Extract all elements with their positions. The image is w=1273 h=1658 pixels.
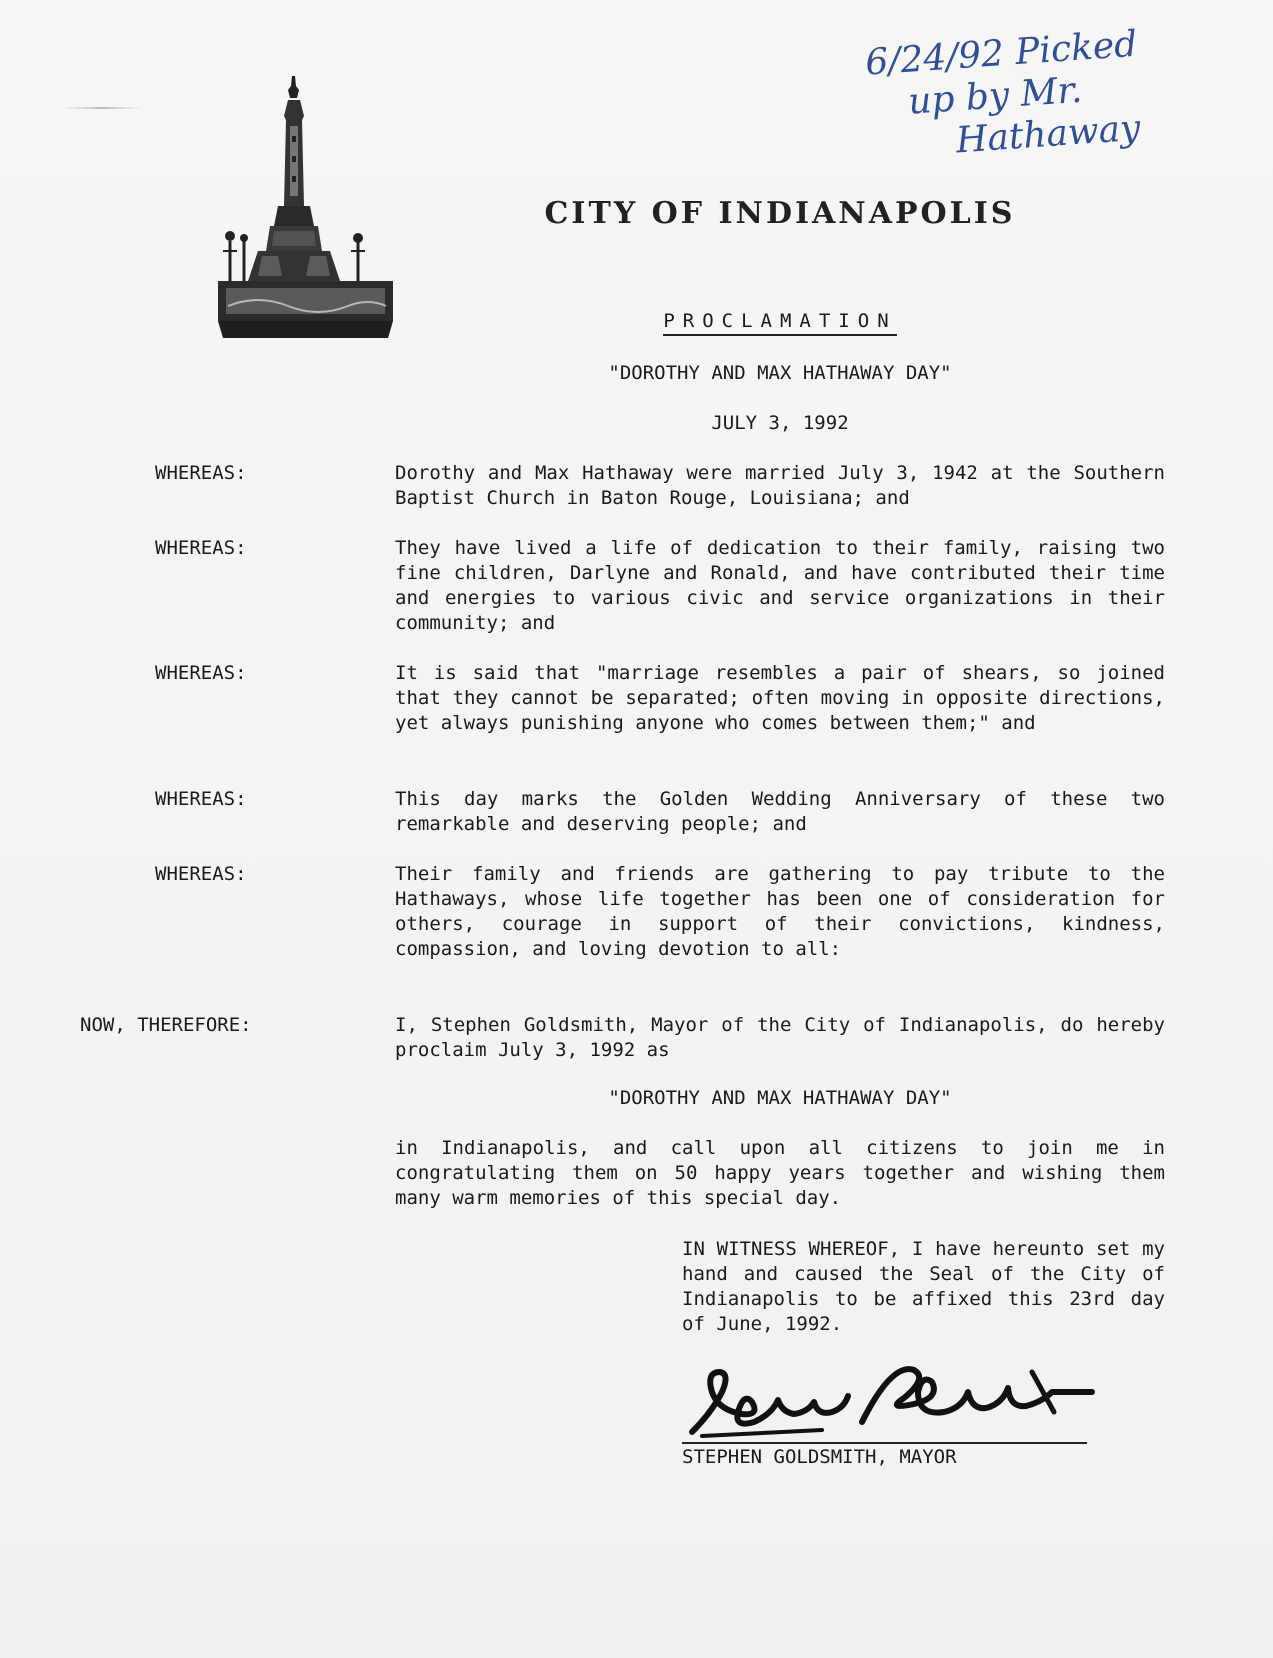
signatory-name: STEPHEN GOLDSMITH, MAYOR [682, 1446, 957, 1468]
clause-text: This day marks the Golden Wedding Anniversary of these two remarkable and deserving people; and [395, 788, 1165, 835]
clause-text: It is said that "marriage resembles a pair of shears, so joined that they cannot be separated; often moving in opposite directions, yet always punishing anyone who comes between them;" and [395, 662, 1165, 734]
therefore-label: NOW, THEREFORE: [80, 1014, 252, 1036]
clause-text: Their family and friends are gathering to pay tribute to the Hathaways, whose life together has been one of consideration for others, courage in support of their convictions, kindness, compassion, and loving devotion to all: [395, 863, 1165, 960]
clause-label: WHEREAS: [155, 863, 247, 885]
proclamation-title-text: PROCLAMATION [663, 310, 896, 336]
clause-label: WHEREAS: [155, 788, 247, 810]
handwritten-note-line2: up by Mr. [906, 69, 1084, 123]
mayor-signature [682, 1352, 1102, 1442]
proclamation-date: JULY 3, 1992 [711, 412, 849, 434]
witness-text: IN WITNESS WHEREOF, I have hereunto set my hand and caused the Seal of the City of Indianapolis to be affixed this 23rd day of June, 1992. [682, 1238, 1165, 1335]
therefore-text: I, Stephen Goldsmith, Mayor of the City of Indianapolis, do hereby proclaim July 3, 1992 as [395, 1014, 1165, 1061]
proclaimed-day-name: "DOROTHY AND MAX HATHAWAY DAY" [608, 1087, 952, 1109]
closing-text: in Indianapolis, and call upon all citizens to join me in congratulating them on 50 happy years together and wishing them many warm memories of this special day. [395, 1137, 1165, 1209]
clause-label: WHEREAS: [155, 537, 247, 559]
clause-text: They have lived a life of dedication to their family, raising two fine children, Darlyne and Ronald, and have contributed their time and energies to various civic and service organizations in their community; and [395, 537, 1165, 634]
scan-artifact [62, 107, 142, 109]
proclamation-name: "DOROTHY AND MAX HATHAWAY DAY" [608, 362, 952, 384]
handwritten-note [864, 18, 1232, 169]
handwritten-note-line3: Hathaway [954, 107, 1142, 162]
handwritten-note-line1: 6/24/92 Picked [864, 23, 1139, 84]
clause-label: WHEREAS: [155, 662, 247, 684]
city-title: CITY OF INDIANAPOLIS [544, 196, 1016, 231]
proclamation-title [395, 310, 1165, 332]
soldiers-and-sailors-monument-icon [218, 76, 393, 341]
signature-line [682, 1442, 1087, 1444]
clause-text: Dorothy and Max Hathaway were married July 3, 1942 at the Southern Baptist Church in Baton Rouge, Louisiana; and [395, 462, 1165, 509]
clause-label: WHEREAS: [155, 462, 247, 484]
